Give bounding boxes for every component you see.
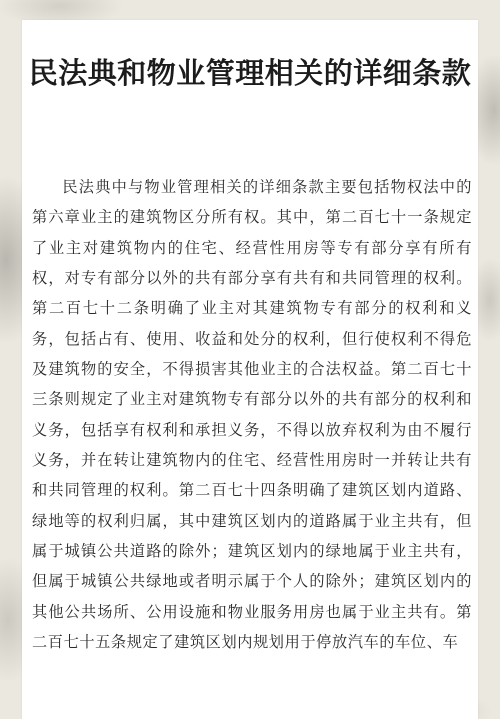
document-title: 民法典和物业管理相关的详细条款 bbox=[28, 56, 472, 91]
document-body: 民法典中与物业管理相关的详细条款主要包括物权法中的第六章业主的建筑物区分所有权。其中，第二百七十一条规定了业主对建筑物内的住宅、经营性用房等专有部分享有所有权，对专有部分以外的共有部分享有共有和共同管理的权利。第二百七十二条明确了业主对其建筑物专有部分的权利和义务，包括占有、使用、收益和处分的权利，但行使权利不得危及建筑物的安全，不得损害其他业主的合法权益。第二百七十三条则规定了业主对建筑物专有部分以外的共有部分的权利和义务，包括享有权利和承担义务，不得以放弃权利为由不履行义务，并在转让建筑物内的住宅、经营性用房时一并转让共有和共同管理的权利。第二百七十四条明确了建筑区划内道路、绿地等的权利归属，其中建筑区划内的道路属于业主共有，但属于城镇公共道路的除外；建筑区划内的绿地属于业主共有，但属于城镇公共绿地或者明示属于个人的除外；建筑区划内的其他公共场所、公用设施和物业服务用房也属于业主共有。第二百七十五条规定了建筑区划内规划用于停放汽车的车位、车 bbox=[32, 178, 472, 652]
